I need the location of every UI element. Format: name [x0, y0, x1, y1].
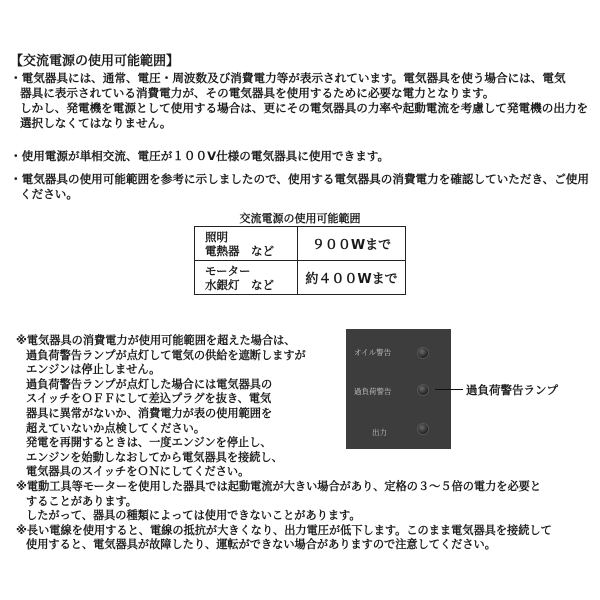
text-line: 器具に表示されている消費電力が、その電気器具を使用するために必要な電力となります。	[20, 86, 495, 100]
oil-warning-lamp-icon	[418, 348, 428, 358]
label-line: 水銀灯 など	[205, 277, 274, 292]
callout-leader-line	[435, 389, 463, 390]
note-line: 過負荷警告ランプが点灯した場合には電気器具の	[26, 377, 273, 391]
oil-warning-label: オイル警告	[354, 348, 392, 357]
note-line: ※電気器具の消費電力が使用可能範囲を超えた場合は、	[16, 334, 296, 347]
note-line: 発電を再開するときは、一度エンジンを停止し、	[26, 436, 272, 450]
output-lamp-icon	[418, 424, 428, 434]
note-line: することがあります。	[26, 494, 137, 508]
table-cell-value: 約４００Wまで	[298, 261, 406, 295]
note-line: 器具に異常がないか、消費電力が表の使用範囲を	[26, 406, 273, 420]
overload-warning-lamp-icon	[418, 385, 428, 395]
text-line: ・使用電源が単相交流、電圧が１００V仕様の電気器具に使用できます。	[10, 149, 390, 163]
table-title: 交流電源の使用可能範囲	[239, 212, 361, 225]
table-cell-label	[195, 227, 298, 261]
supply-spec-paragraph	[10, 149, 389, 164]
section-heading: 【交流電源の使用可能範囲】	[10, 54, 180, 69]
note-line: したがって、器具の種類によっては使用できないことがあります。	[26, 509, 361, 523]
table-cell-value: ９００Wまで	[298, 227, 406, 261]
table-row	[195, 227, 406, 261]
text-line: しかし、発電機を電源として使用する場合は、更にその電気器具の力率や起動電流を考慮して発電機の出力を	[20, 101, 589, 115]
note-line: ※電動工具等モーターを使用した器具では起動電流が大きい場合があり、定格の３～５倍の電力を必要と	[16, 479, 542, 493]
note-line: スイッチをＯＦＦにして差込プラグを抜き、電気	[26, 392, 272, 406]
note-line: 超えていないか点検してください。	[26, 421, 206, 435]
label-line: 照明	[205, 229, 228, 244]
table-row	[195, 261, 406, 295]
note-line: エンジンは停止しません。	[26, 363, 161, 377]
overload-warning-label: 過負荷警告	[354, 387, 392, 396]
output-label: 出力	[372, 428, 387, 437]
usage-range-table	[194, 226, 406, 295]
text-line: ください。	[20, 187, 78, 201]
note-line: 過負荷警告ランプが点灯して電気の供給を遮断しますが	[26, 348, 306, 362]
label-line: モーター	[205, 263, 251, 278]
table-cell-label	[195, 261, 298, 295]
label-line: 電熱器 など	[205, 243, 274, 258]
note-line: ※長い電線を使用すると、電線の抵抗が大きくなり、出力電圧が低下します。このまま電気器具を接続して	[16, 523, 552, 537]
text-line: ・電気器具の使用可能範囲を参考に示しましたので、使用する電気器具の消費電力を確認していただき、ご使用	[10, 172, 589, 186]
text-line: ・電気器具には、通常、電圧・周波数及び消費電力等が表示されています。電気器具を使う場合には、電気	[10, 71, 566, 85]
reference-paragraph	[10, 172, 589, 202]
overload-lamp-callout: 過負荷警告ランプ	[466, 383, 558, 397]
power-usage-paragraph	[10, 71, 588, 131]
text-line: 選択しなくてはなりません。	[20, 116, 172, 130]
note-line: エンジンを始動しなおしてから電気器具を接続し、	[26, 450, 283, 464]
notes-block	[16, 334, 552, 553]
note-line: 電気器具のスイッチをＯＮにしてください。	[26, 465, 250, 479]
note-line: 使用すると、電気器具が故障したり、運転ができない場合がありますので注意してください。	[26, 538, 496, 552]
